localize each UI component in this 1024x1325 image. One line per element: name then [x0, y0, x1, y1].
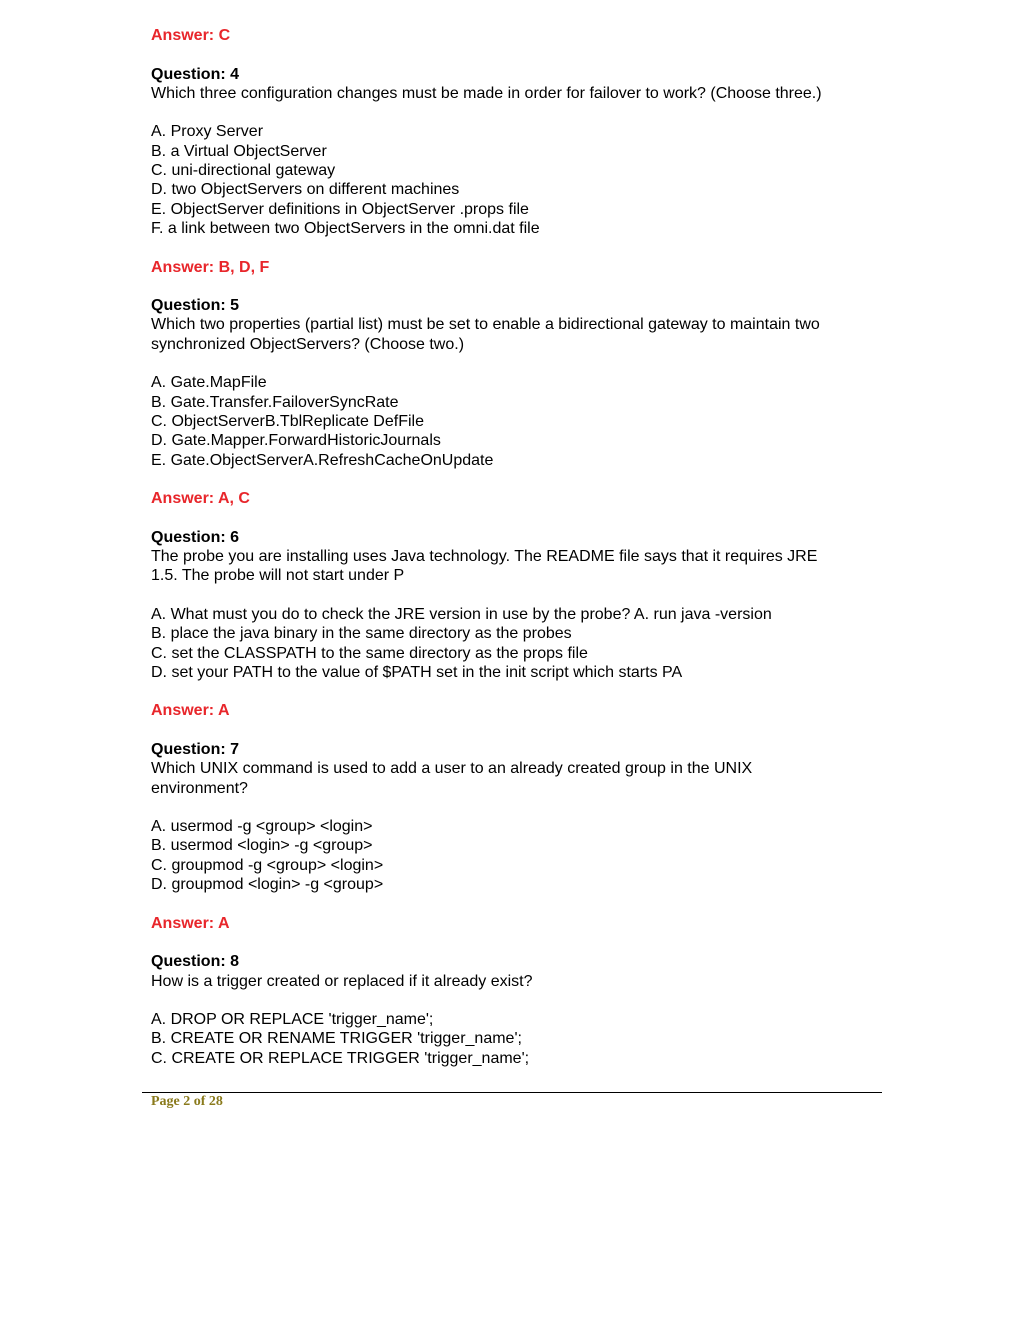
spacer: [151, 721, 871, 740]
spacer: [151, 354, 871, 373]
spacer: [151, 586, 871, 605]
option: B. usermod <login> -g <group>: [151, 837, 373, 855]
question-title: Question: 8: [151, 953, 240, 971]
option: B. a Virtual ObjectServer: [151, 142, 327, 160]
answer: Answer: B, D, F: [151, 258, 270, 276]
spacer: [151, 682, 871, 701]
option: C. set the CLASSPATH to the same directory as the props file: [151, 644, 588, 662]
page-number: Page 2 of 28: [151, 1094, 223, 1109]
option: C. ObjectServerB.TblReplicate DefFile: [151, 412, 424, 430]
question-text: Which three configuration changes must be made in order for failover to work? (Choose three.): [151, 84, 822, 102]
option: D. Gate.Mapper.ForwardHistoricJournals: [151, 432, 441, 450]
question-title: Question: 4: [151, 65, 240, 83]
spacer: [151, 103, 871, 122]
option: C. CREATE OR REPLACE TRIGGER 'trigger_name';: [151, 1049, 530, 1067]
option: F. a link between two ObjectServers in the omni.dat file: [151, 219, 540, 237]
footer-divider: [142, 1092, 882, 1093]
option: A. Proxy Server: [151, 123, 264, 141]
question-block-6: [151, 528, 871, 740]
question-text: environment?: [151, 779, 248, 797]
question-text: synchronized ObjectServers? (Choose two.): [151, 335, 465, 353]
spacer: [151, 45, 871, 64]
answer: Answer: A, C: [151, 490, 250, 508]
question-title: Question: 5: [151, 297, 240, 315]
page-content: [151, 26, 871, 1068]
option: C. groupmod -g <group> <login>: [151, 856, 384, 874]
question-text: How is a trigger created or replaced if it already exist?: [151, 972, 533, 990]
option: D. groupmod <login> -g <group>: [151, 876, 384, 894]
option: A. usermod -g <group> <login>: [151, 818, 373, 836]
option: A. What must you do to check the JRE version in use by the probe? A. run java -version: [151, 605, 772, 623]
spacer: [151, 894, 871, 913]
question-block-5: [151, 296, 871, 528]
answer: Answer: A: [151, 702, 230, 720]
option: E. ObjectServer definitions in ObjectServer .props file: [151, 200, 529, 218]
spacer: [151, 277, 871, 296]
question-text: The probe you are installing uses Java technology. The README file says that it requires JRE: [151, 548, 818, 566]
option: A. Gate.MapFile: [151, 374, 267, 392]
question-block-7: [151, 740, 871, 952]
answer: Answer: A: [151, 914, 230, 932]
question-text: Which two properties (partial list) must be set to enable a bidirectional gateway to maintain two: [151, 316, 820, 334]
previous-answer: Answer: C: [151, 27, 231, 44]
spacer: [151, 933, 871, 952]
spacer: [151, 798, 871, 817]
option: B. place the java binary in the same directory as the probes: [151, 625, 572, 643]
question-title: Question: 6: [151, 528, 240, 546]
option: B. Gate.Transfer.FailoverSyncRate: [151, 393, 399, 411]
option: E. Gate.ObjectServerA.RefreshCacheOnUpdate: [151, 451, 494, 469]
question-block-4: [151, 65, 871, 297]
question-text: Which UNIX command is used to add a user to an already created group in the UNIX: [151, 760, 753, 778]
spacer: [151, 508, 871, 527]
option: D. two ObjectServers on different machines: [151, 181, 460, 199]
spacer: [151, 238, 871, 257]
option: B. CREATE OR RENAME TRIGGER 'trigger_name';: [151, 1030, 522, 1048]
option: A. DROP OR REPLACE 'trigger_name';: [151, 1011, 434, 1029]
question-title: Question: 7: [151, 740, 240, 758]
option: C. uni-directional gateway: [151, 162, 336, 180]
spacer: [151, 991, 871, 1010]
option: D. set your PATH to the value of $PATH set in the init script which starts PA: [151, 663, 683, 681]
question-block-8: [151, 952, 871, 1068]
spacer: [151, 470, 871, 489]
question-text: 1.5. The probe will not start under P: [151, 567, 405, 585]
